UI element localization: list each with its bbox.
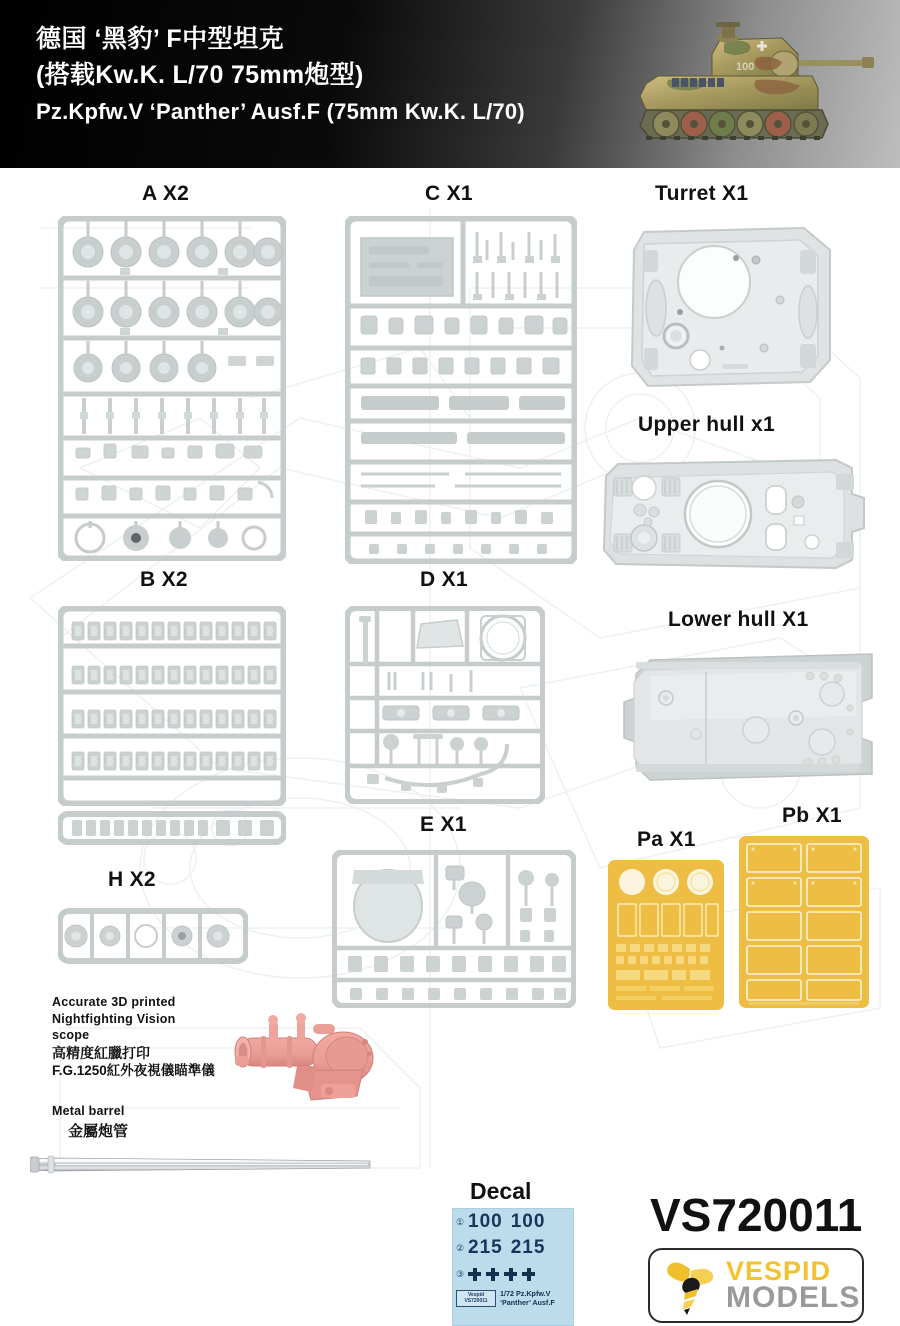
decal-sheet (452, 1208, 574, 1326)
decal-row-2-value-b: 215 (510, 1237, 546, 1258)
scope-note-block (52, 994, 215, 1080)
decal-maker-logo (456, 1290, 496, 1307)
decal-logo-bottom: VS720011 (464, 1297, 488, 1304)
pe-label-pa: Pa X1 (637, 828, 696, 851)
part-label-upper-hull: Upper hull x1 (638, 413, 775, 436)
sprue-a (58, 216, 286, 561)
sprue-b (58, 606, 286, 806)
metal-barrel-note (52, 1104, 128, 1141)
brand-logo (648, 1248, 864, 1323)
metal-barrel-part (30, 1153, 380, 1182)
sprue-h (58, 903, 248, 965)
title-banner (0, 0, 900, 168)
sprue-label-a: A X2 (142, 182, 190, 205)
decal-row-2-number: ② (456, 1242, 465, 1253)
balkenkreuz-icon (504, 1268, 517, 1281)
panther-tank-illustration (616, 14, 876, 156)
sprue-d (345, 606, 545, 804)
metal-barrel-label-en: Metal barrel (52, 1104, 125, 1118)
decal-footer-line2: ‘Panther’ Ausf.F (500, 1298, 555, 1308)
decal-footer (453, 1287, 573, 1308)
resin-scope-part (225, 1000, 385, 1115)
title-english: Pz.Kpfw.V ‘Panther’ Ausf.F (75mm Kw.K. L/70) (36, 99, 525, 124)
brand-name-primary: VESPID (726, 1256, 832, 1287)
part-label-turret: Turret X1 (655, 182, 749, 205)
metal-barrel-label-cn: 金屬炮管 (68, 1123, 129, 1140)
decal-logo-top: Vespid (467, 1291, 485, 1298)
balkenkreuz-icon (468, 1268, 481, 1281)
svg-text:100: 100 (736, 61, 755, 73)
sprue-e (332, 850, 576, 1008)
lower-hull-part (610, 646, 882, 791)
decal-row-1-value-b: 100 (510, 1211, 546, 1232)
photo-etch-fret-pa (608, 860, 724, 1010)
sprue-c (345, 216, 577, 564)
scope-note-cn-line2: F.G.1250紅外夜視儀瞄準儀 (52, 1062, 215, 1078)
photo-etch-fret-pb (739, 836, 869, 1008)
decal-row-2-value-a: 215 (468, 1237, 503, 1258)
decal-row-2 (453, 1235, 573, 1261)
header-text-block (36, 22, 525, 128)
pe-label-pb: Pb X1 (782, 804, 842, 827)
sprue-b-lower-strip (58, 808, 286, 853)
wasp-icon (660, 1255, 722, 1317)
part-label-lower-hull: Lower hull X1 (668, 608, 809, 631)
upper-hull-part (600, 450, 872, 585)
decal-row-1-value-a: 100 (468, 1211, 503, 1232)
decal-row-3-number: ③ (456, 1268, 465, 1279)
sprue-label-c: C X1 (425, 182, 473, 205)
decal-row-1 (453, 1209, 573, 1235)
decal-row-1-number: ① (456, 1216, 465, 1227)
decal-title: Decal (470, 1178, 532, 1204)
turret-part (604, 220, 854, 405)
brand-text-block (726, 1256, 861, 1315)
balkenkreuz-group (468, 1268, 535, 1281)
decal-footer-line1: 1/72 Pz.Kpfw.V (500, 1289, 551, 1298)
decal-footer-text (500, 1289, 555, 1308)
parts-sheet (0, 168, 900, 1315)
balkenkreuz-icon (522, 1268, 535, 1281)
scope-note-en-line1: Accurate 3D printed (52, 995, 176, 1009)
balkenkreuz-icon (486, 1268, 499, 1281)
title-chinese-line1: 德国 ‘黑豹’ F中型坦克 (36, 25, 285, 53)
sprue-label-b: B X2 (140, 568, 188, 591)
sprue-label-h: H X2 (108, 868, 156, 891)
product-code: VS720011 (650, 1189, 863, 1241)
sprue-label-e: E X1 (420, 813, 467, 836)
decal-row-3 (453, 1261, 573, 1287)
scope-note-cn-line1: 高精度紅臘打印 (52, 1044, 150, 1061)
brand-name-secondary: MODELS (726, 1281, 861, 1315)
scope-note-en-line2: Nightfighting Vision (52, 1011, 176, 1026)
scope-note-en-line3: scope (52, 1028, 90, 1042)
sprue-label-d: D X1 (420, 568, 468, 591)
title-chinese-line2: (搭载Kw.K. L/70 75mm炮型) (36, 60, 364, 89)
